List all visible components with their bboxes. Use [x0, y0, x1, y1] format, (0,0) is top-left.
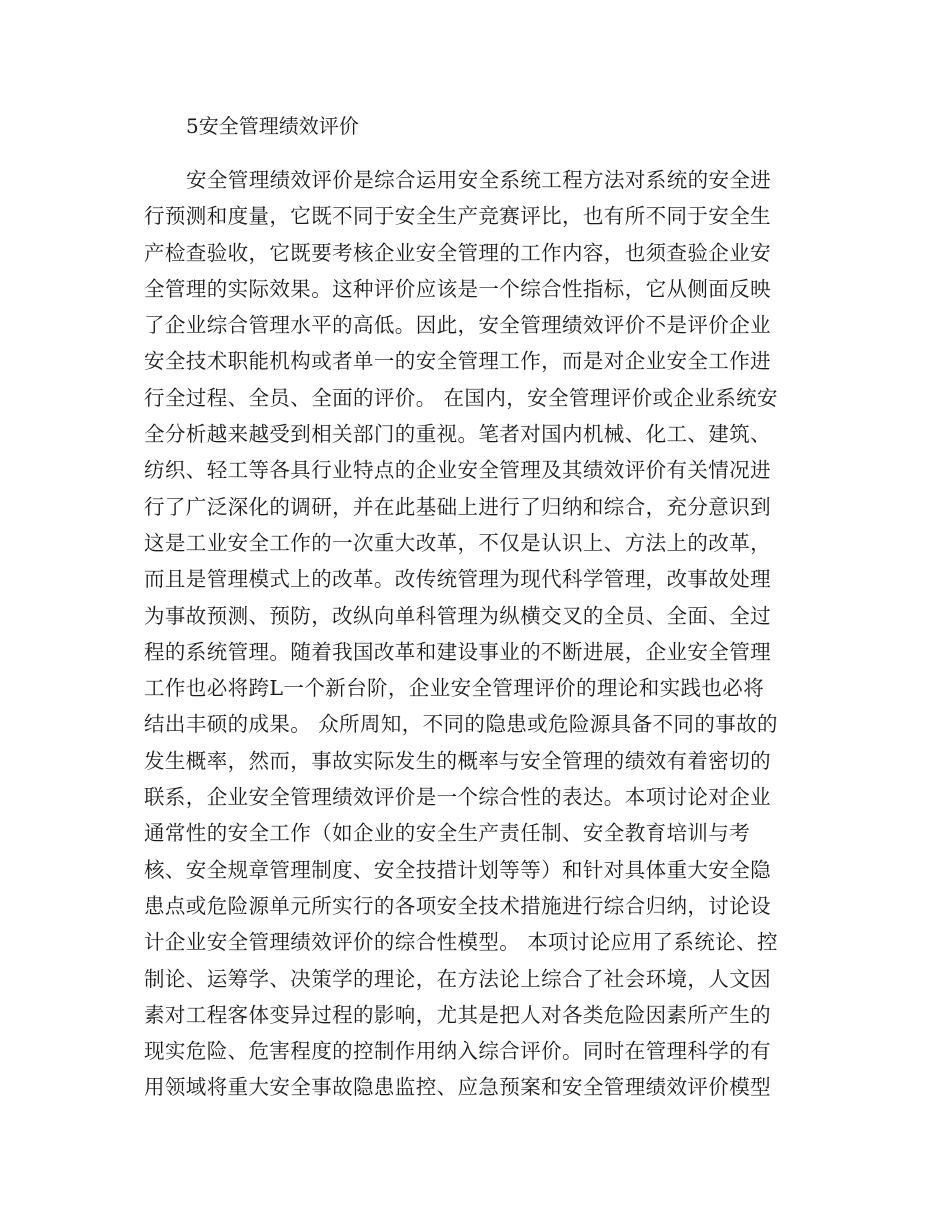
text-line: 安全技术职能机构或者单一的安全管理工作，而是对企业安全工作进: [144, 349, 771, 374]
text-line: 联系，企业安全管理绩效评价是一个综合性的表达。本项讨论对企业: [144, 785, 771, 810]
text-line: 行全过程、全员、全面的评价。 在国内，安全管理评价或企业系统安: [144, 385, 778, 410]
text-line: 产检查验收，它既要考核企业安全管理的工作内容，也须查验企业安: [144, 240, 771, 265]
section-heading: 5安全管理绩效评价: [186, 114, 359, 138]
text-line: 结出丰硕的成果。 众所周知，不同的隐患或危险源具备不同的事故的: [144, 712, 778, 737]
text-line: 这是工业安全工作的一次重大改革，不仅是认识上、方法上的改革，: [144, 530, 771, 555]
text-line: 全分析越来越受到相关部门的重视。笔者对国内机械、化工、建筑、: [144, 422, 771, 447]
text-line: 计企业安全管理绩效评价的综合性模型。 本项讨论应用了系统论、控: [144, 930, 778, 955]
text-line: 发生概率，然而，事故实际发生的概率与安全管理的绩效有着密切的: [144, 748, 771, 773]
text-line: 用领域将重大安全事故隐患监控、应急预案和安全管理绩效评价模型: [144, 1075, 771, 1100]
text-line: 核、安全规章管理制度、安全技措计划等等）和针对具体重大安全隐: [144, 857, 771, 882]
text-line: 制论、运筹学、决策学的理论，在方法论上综合了社会环境，人文因: [144, 966, 771, 991]
body-paragraph: [144, 162, 824, 1106]
text-line: 素对工程客体变异过程的影响，尤其是把人对各类危险因素所产生的: [144, 1002, 771, 1027]
text-line: 纺织、轻工等各具行业特点的企业安全管理及其绩效评价有关情况进: [144, 458, 771, 483]
text-line: 全管理的实际效果。这种评价应该是一个综合性指标，它从侧面反映: [144, 276, 771, 301]
text-line: 行预测和度量，它既不同于安全生产竞赛评比，也有所不同于安全生: [144, 204, 771, 229]
text-line: 患点或危险源单元所实行的各项安全技术措施进行综合归纳，讨论设: [144, 893, 771, 918]
text-line: 为事故预测、预防，改纵向单科管理为纵横交叉的全员、全面、全过: [144, 603, 771, 628]
text-line: 通常性的安全工作（如企业的安全生产责任制、安全教育培训与考: [144, 821, 751, 846]
text-line: 工作也必将跨L一个新台阶，企业安全管理评价的理论和实践也必将: [144, 676, 765, 701]
text-line: 而且是管理模式上的改革。改传统管理为现代科学管理，改事故处理: [144, 567, 771, 592]
text-line: 现实危险、危害程度的控制作用纳入综合评价。同时在管理科学的有: [144, 1039, 771, 1064]
text-line: 程的系统管理。随着我国改革和建设事业的不断进展，企业安全管理: [144, 639, 771, 664]
text-line: 了企业综合管理水平的高低。因此，安全管理绩效评价不是评价企业: [144, 313, 771, 338]
text-line: 行了广泛深化的调研，并在此基础上进行了归纳和综合，充分意识到: [144, 494, 771, 519]
text-line: 安全管理绩效评价是综合运用安全系统工程方法对系统的安全进: [186, 168, 772, 192]
